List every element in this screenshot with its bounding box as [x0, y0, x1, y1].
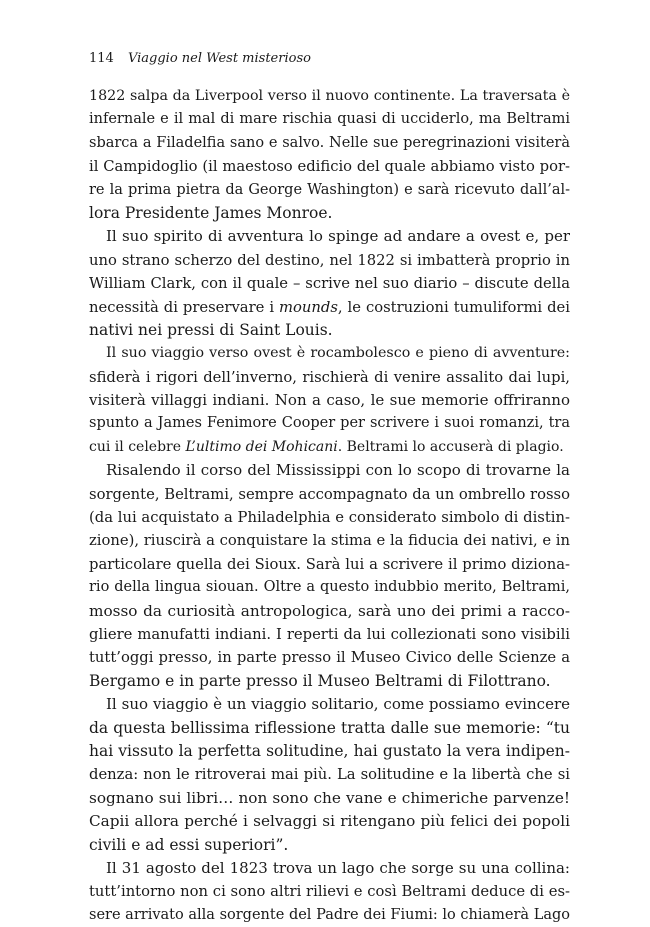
italic-text: mounds: [279, 298, 338, 316]
text-line: [89, 342, 570, 365]
line-text: tutt’oggi presso, in parte presso il Museo Civico delle Scienze a: [89, 649, 570, 667]
text-line: [89, 202, 570, 225]
line-text: rio della lingua siouan. Oltre a questo indubbio merito, Beltrami,: [89, 579, 570, 596]
line-text: gliere manufatti indiani. I reperti da lui collezionati sono visibili: [89, 625, 570, 643]
line-text: Il suo viaggio è un viaggio solitario, come possiamo evincere: [106, 695, 570, 714]
text-line: [89, 834, 570, 857]
text-line: [89, 132, 570, 155]
line-text: sorgente, Beltrami, sempre accompagnato da un ombrello rosso: [89, 485, 570, 503]
text-line: [89, 85, 570, 108]
line-text: necessità di preservare i: [89, 298, 280, 316]
text-line: [89, 459, 570, 482]
text-line: [89, 857, 570, 880]
line-text: tutt’intorno non ci sono altri rilievi e così Beltrami deduce di es-: [89, 883, 570, 901]
line-text: da questa bellissima riflessione tratta dalle sue memorie: “tu: [89, 718, 570, 737]
text-line: [89, 529, 570, 552]
line-text: civili e ad essi superiori”.: [89, 835, 289, 854]
text-line: [89, 717, 570, 740]
text-line: [89, 436, 570, 459]
line-text: visiterà villaggi indiani. Non a caso, le sue memorie offriranno: [89, 391, 570, 410]
line-text: re la prima pietra da George Washington) e sarà ricevuto dall’al-: [89, 181, 570, 198]
text-line: [89, 366, 570, 389]
text-line: [89, 576, 570, 599]
line-text: cui il celebre: [89, 438, 186, 455]
line-text: sbarca a Filadelfia sano e salvo. Nelle sue peregrinazioni visiterà: [89, 134, 570, 151]
text-line: [89, 553, 570, 576]
line-text: mosso da curiosità antropologica, sarà uno dei primi a racco-: [89, 601, 570, 620]
text-line: [89, 740, 570, 763]
line-text: Bergamo e in parte presso il Museo Beltrami di Filottrano.: [89, 671, 551, 690]
line-text: Il 31 agosto del 1823 trova un lago che sorge su una collina:: [106, 858, 570, 877]
line-text: nativi nei pressi di Saint Louis.: [89, 320, 333, 339]
line-text: sognano sui libri… non sono che vane e chimeriche parvenze!: [89, 788, 570, 807]
text-line: [89, 787, 570, 810]
line-text: spunto a James Fenimore Cooper per scrivere i suoi romanzi, tra: [89, 415, 570, 432]
line-text: hai vissuto la perfetta solitudine, hai gustato la vera indipen-: [89, 741, 570, 760]
line-text: Capii allora perché i selvaggi si ritengano più felici dei popoli: [89, 812, 570, 831]
text-line: [89, 272, 570, 295]
line-text: sfiderà i rigori dell’inverno, rischierà di venire assalito dai lupi,: [89, 368, 570, 386]
line-text: 1822 salpa da Liverpool verso il nuovo continente. La traversata è: [89, 88, 570, 104]
text-line: [89, 810, 570, 833]
text-line: [89, 108, 570, 131]
text-line: [89, 904, 570, 927]
line-text: Risalendo il corso del Mississippi con lo scopo di trovarne la: [106, 461, 570, 480]
text-line: [89, 319, 570, 342]
text-line: [89, 249, 570, 272]
line-text: il Campidoglio (il maestoso edificio del quale abbiamo visto por-: [89, 158, 570, 176]
line-text: denza: non le ritroverai mai più. La solitudine e la libertà che si: [89, 766, 570, 784]
text-line: [89, 483, 570, 506]
text-line: [89, 623, 570, 646]
body-text: [89, 85, 570, 927]
text-line: [89, 646, 570, 669]
line-text: lora Presidente James Monroe.: [89, 203, 333, 222]
line-text: uno strano scherzo del destino, nel 1822 si imbatterà proprio in: [89, 251, 570, 269]
italic-text: L’ultimo dei Mohicani: [185, 438, 338, 455]
text-line: [89, 412, 570, 435]
line-text: Il suo spirito di avventura lo spinge ad andare a ovest e, per: [106, 227, 570, 246]
text-line: [89, 155, 570, 178]
text-line: [89, 763, 570, 786]
line-text: , le costruzioni tumuliformi dei: [337, 298, 570, 316]
text-line: [89, 880, 570, 903]
line-text: zione), riuscirà a conquistare la stima e la fiducia dei nativi, e in: [89, 532, 570, 550]
text-line: [89, 600, 570, 623]
running-head: [89, 51, 311, 67]
line-text: Il suo viaggio verso ovest è rocambolesco e pieno di avventure:: [106, 345, 570, 362]
line-text: . Beltrami lo accuserà di plagio.: [337, 438, 564, 455]
text-line: [89, 693, 570, 716]
running-title: Viaggio nel West misterioso: [127, 51, 311, 66]
line-text: infernale e il mal di mare rischia quasi di ucciderlo, ma Beltrami: [89, 111, 570, 128]
line-text: particolare quella dei Sioux. Sarà lui a scrivere il primo diziona-: [89, 555, 570, 573]
line-text: William Clark, con il quale – scrive nel suo diario – discute della: [89, 275, 570, 293]
line-text: (da lui acquistato a Philadelphia e considerato simbolo di distin-: [89, 509, 570, 527]
text-line: [89, 296, 570, 319]
text-line: [89, 225, 570, 248]
line-text: sere arrivato alla sorgente del Padre dei Fiumi: lo chiamerà Lago: [89, 906, 570, 923]
text-line: [89, 506, 570, 529]
page-number: 114: [89, 51, 114, 66]
text-line: [89, 670, 570, 693]
text-line: [89, 389, 570, 412]
text-line: [89, 179, 570, 202]
